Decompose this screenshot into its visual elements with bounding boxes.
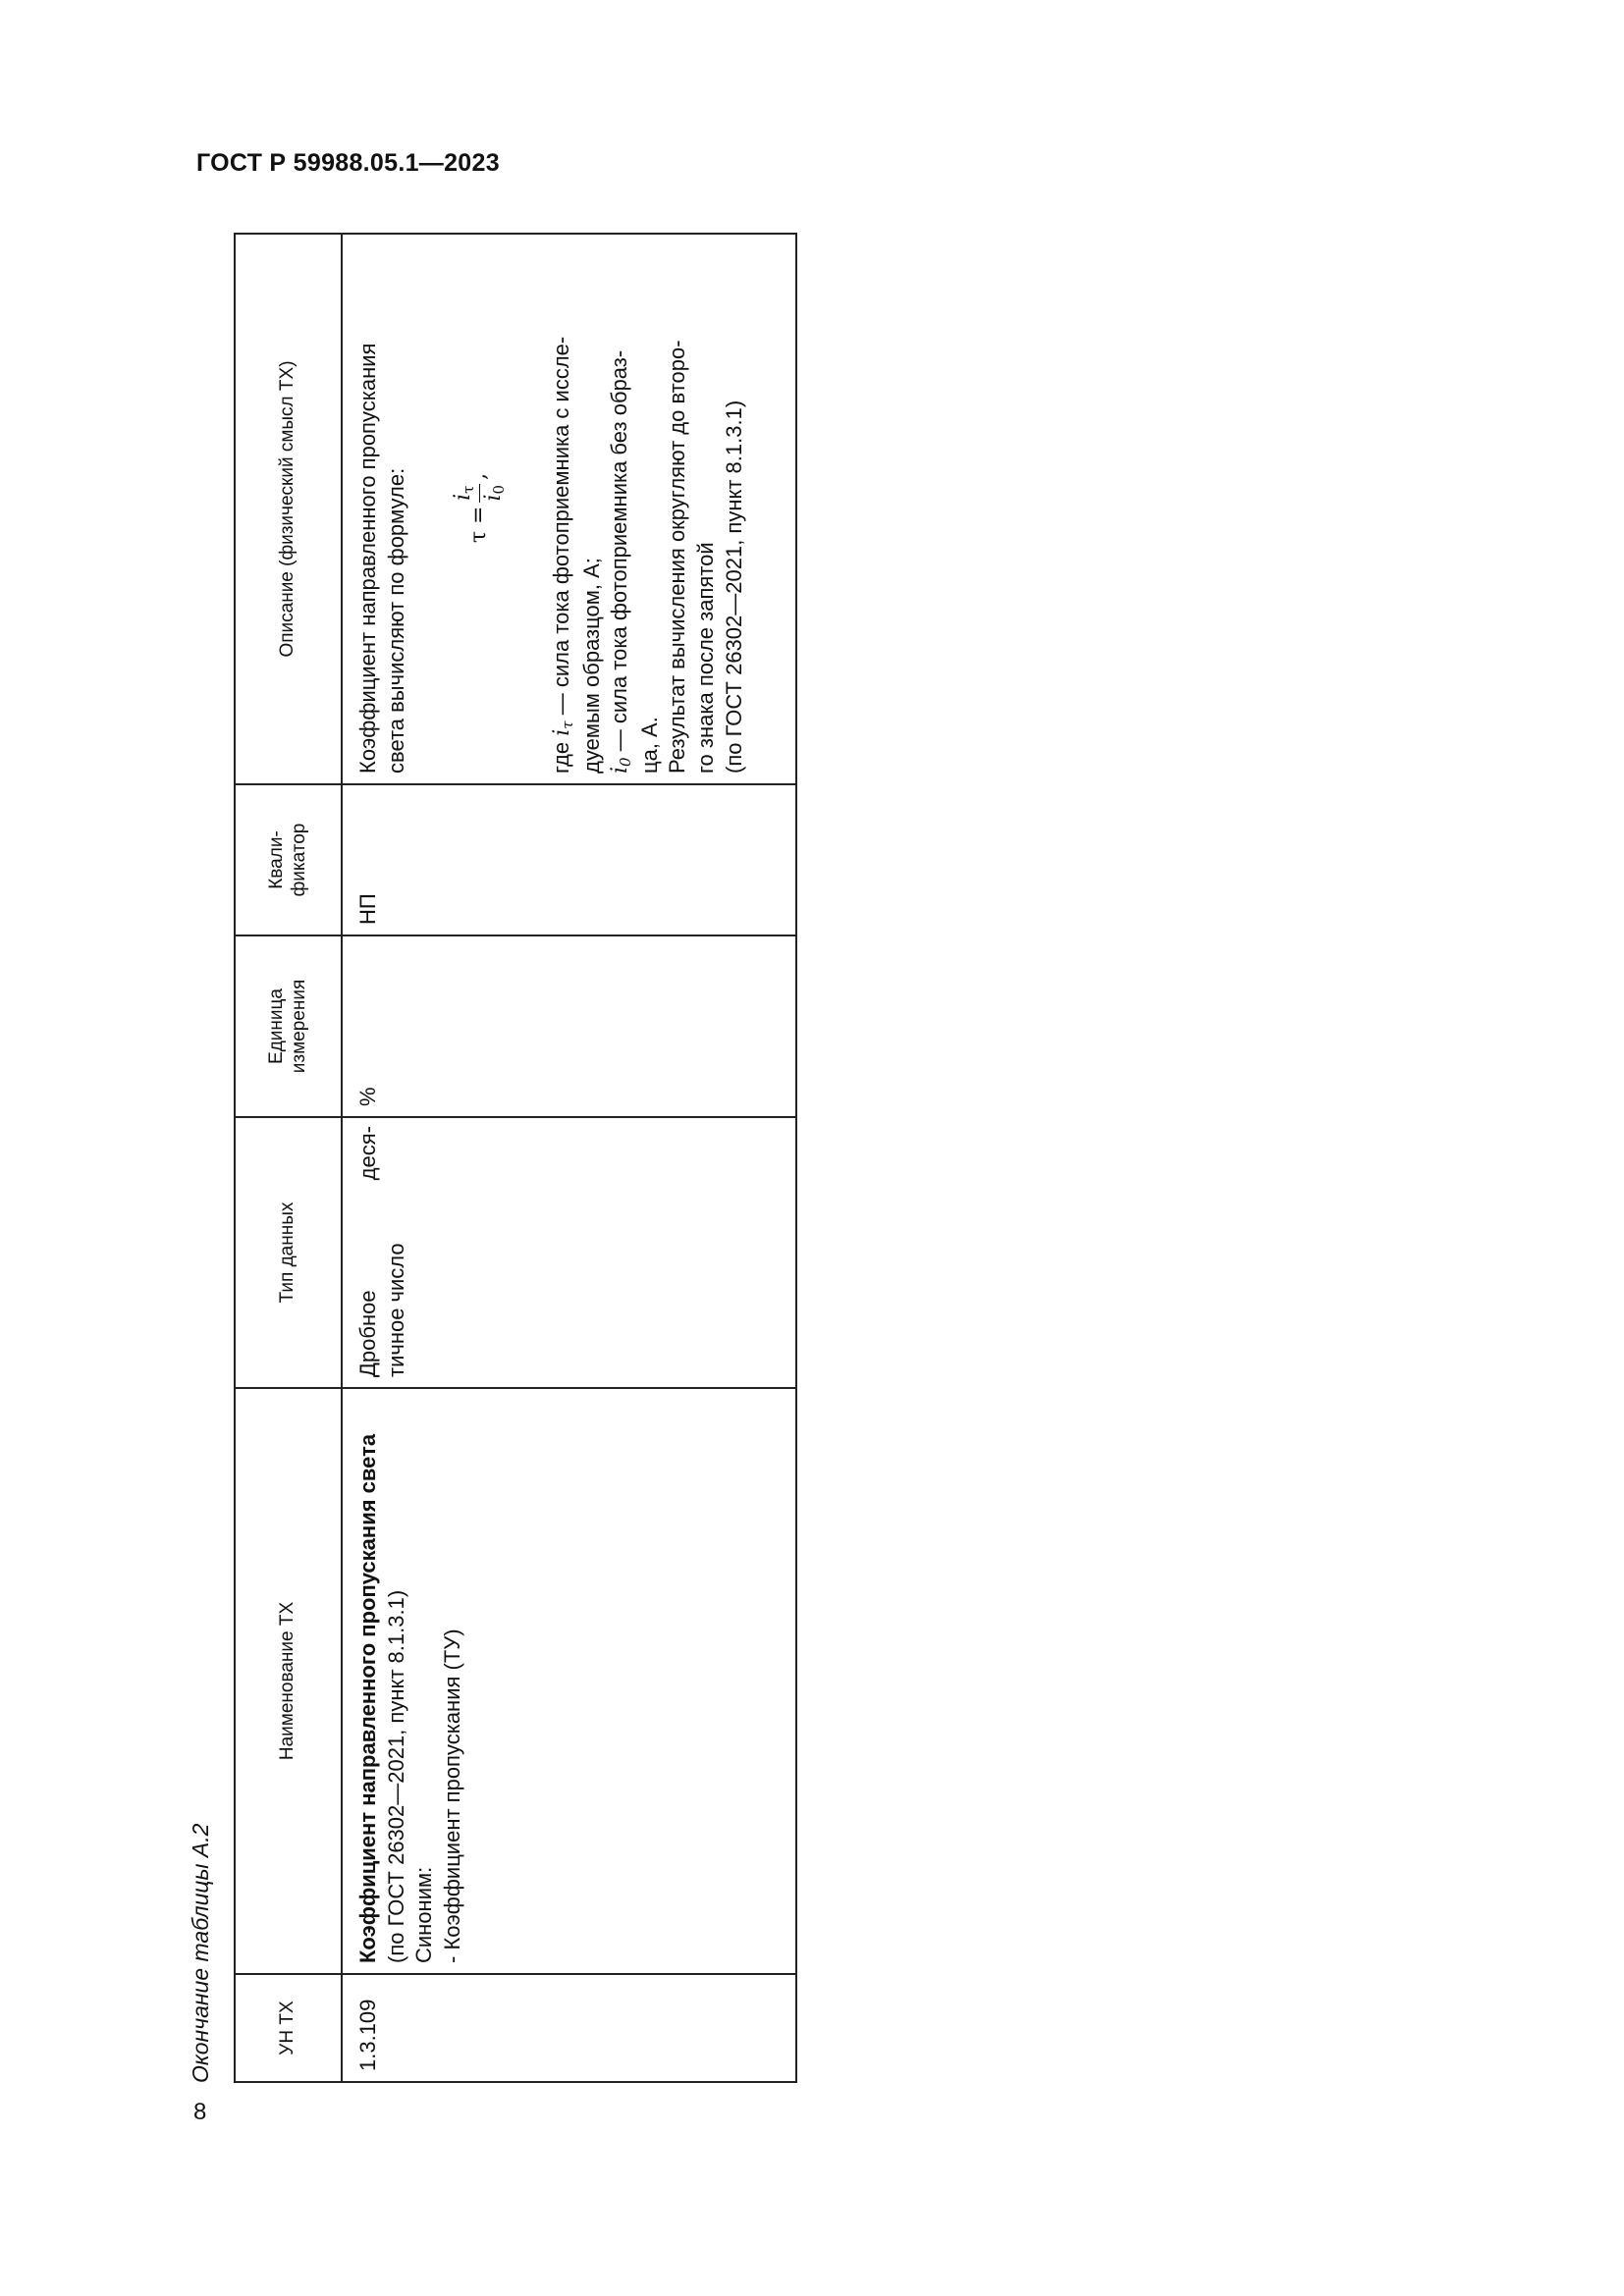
header-name: Наименование ТХ [235, 1388, 342, 1974]
header-description: Описание (физический смысл ТХ) [235, 234, 342, 784]
header-qualifier-line2: фикатор [288, 823, 309, 897]
formula [410, 242, 548, 774]
formula-numerator [450, 484, 480, 503]
header-data-type: Тип данных [235, 1117, 342, 1388]
result-line1: Результат вычисления округляют до второ- [665, 340, 690, 774]
cell-qualifier: НП [342, 784, 796, 935]
where1-var: i [550, 728, 575, 736]
table-header-row [235, 234, 342, 2082]
where-line2: дуемым образцом, А; [578, 558, 604, 774]
data-type-line2: тичное число [383, 1243, 408, 1377]
cell-name [342, 1388, 796, 1974]
cell-description [342, 234, 796, 784]
page-number: 8 [193, 2099, 207, 2125]
synonym-label: Синоним: [411, 1866, 437, 1963]
where-word: где [549, 741, 574, 774]
result-line2: го знака после запятой [692, 542, 718, 774]
cell-code: 1.3.109 [342, 1974, 796, 2082]
where1-sub: τ [559, 721, 577, 729]
header-qualifier [235, 784, 342, 935]
cell-unit: % [342, 935, 796, 1117]
formula-tail: , [465, 472, 491, 480]
where2-var: i [608, 766, 633, 774]
header-unit-line1: Единица [265, 988, 287, 1064]
data-type-line1: Дробное деся- [355, 1126, 380, 1377]
characteristic-reference: (по ГОСТ 26302—2021, пункт 8.1.3.1) [383, 1589, 408, 1963]
rotated-table-block [177, 198, 805, 2083]
formula-fraction [450, 483, 509, 504]
where1-text1: — сила тока фотоприемника с иссле- [549, 336, 574, 716]
desc-line2: света вычисляют по формуле: [383, 467, 408, 774]
header-code: УН ТХ [235, 1974, 342, 2082]
characteristic-name: Коэффициент направленного пропускания света [355, 1433, 380, 1963]
where2-text1: — сила тока фотоприемника без образ- [607, 349, 632, 752]
header-unit-line2: измерения [288, 979, 309, 1074]
formula-num-sub: τ [460, 485, 478, 494]
where2-sub: 0 [617, 757, 635, 767]
formula-num-var: i [451, 493, 476, 501]
where-line3 [606, 242, 636, 774]
table-row [342, 234, 796, 2082]
where-line1 [548, 242, 578, 774]
desc-line1: Коэффициент направленного пропускания [355, 343, 380, 774]
formula-lhs: τ = [465, 506, 491, 544]
characteristics-table [234, 233, 797, 2083]
table-caption: Окончание таблицы А.2 [188, 1823, 213, 2083]
synonym-value: - Коэффициент пропускания (ТУ) [439, 1629, 464, 1963]
result-line3: (по ГОСТ 26302—2021, пункт 8.1.3.1) [721, 400, 746, 774]
formula-den-sub: 0 [489, 484, 508, 495]
where-line4: ца, А. [636, 717, 662, 774]
header-qualifier-line1: Квали- [265, 830, 287, 889]
document-header: ГОСТ Р 59988.05.1—2023 [196, 149, 500, 177]
formula-den-var: i [480, 494, 506, 502]
cell-data-type [342, 1117, 796, 1388]
formula-denominator [480, 483, 510, 504]
header-unit [235, 935, 342, 1117]
